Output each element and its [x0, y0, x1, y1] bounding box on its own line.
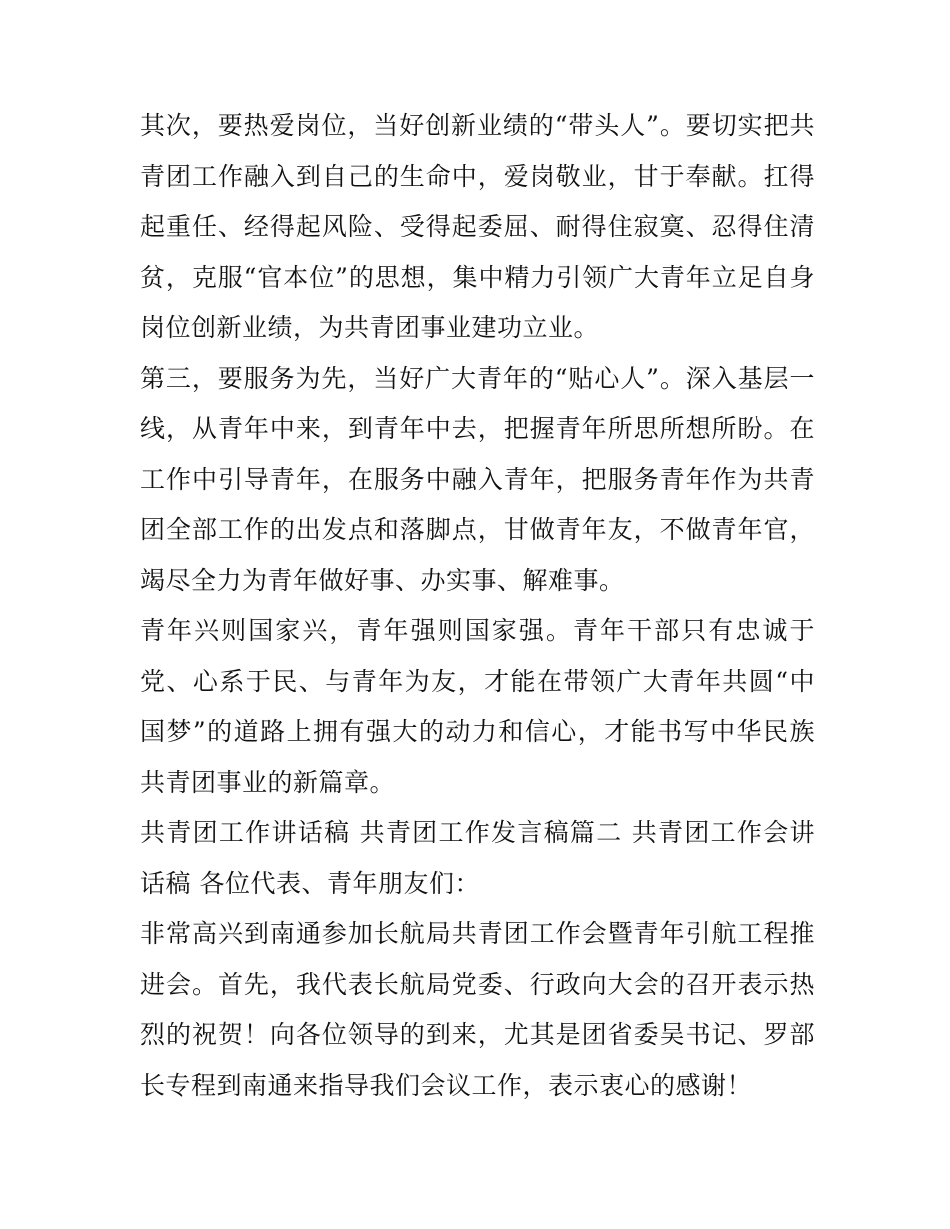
paragraph-love-post: 其次，要热爱岗位，当好创新业绩的“带头人”。要切实把共青团工作融入到自己的生命中，爱岗敬业，甘于奉献。扛得起重任、经得起风险、受得起委屈、耐得住寂寞、忍得住清贫，克服“官本位”的思想，集中精力引领广大青年立足自身岗位创新业绩，为共青团事业建功立业。 [140, 111, 815, 342]
document-body [140, 101, 815, 1111]
paragraph-opening-remarks: 非常高兴到南通参加长航局共青团工作会暨青年引航工程推进会。首先，我代表长航局党委、行政向大会的召开表示热烈的祝贺！向各位领导的到来，尤其是团省委吴书记、罗部长专程到南通来指导我们会议工作，表示衷心的感谢！ [140, 919, 815, 1100]
paragraph-speech-heading: 共青团工作讲话稿 共青团工作发言稿篇二 共青团工作会讲话稿 各位代表、青年朋友们： [140, 818, 815, 898]
paragraph-youth-nation: 青年兴则国家兴，青年强则国家强。青年干部只有忠诚于党、心系于民、与青年为友，才能在带领广大青年共圆“中国梦”的道路上拥有强大的动力和信心，才能书写中华民族共青团事业的新篇章。 [140, 616, 815, 797]
paragraph-serve-youth: 第三，要服务为先，当好广大青年的“贴心人”。深入基层一线，从青年中来，到青年中去，把握青年所思所想所盼。在工作中引导青年，在服务中融入青年，把服务青年作为共青团全部工作的出发点和落脚点，甘做青年友，不做青年官，竭尽全力为青年做好事、办实事、解难事。 [140, 363, 815, 595]
